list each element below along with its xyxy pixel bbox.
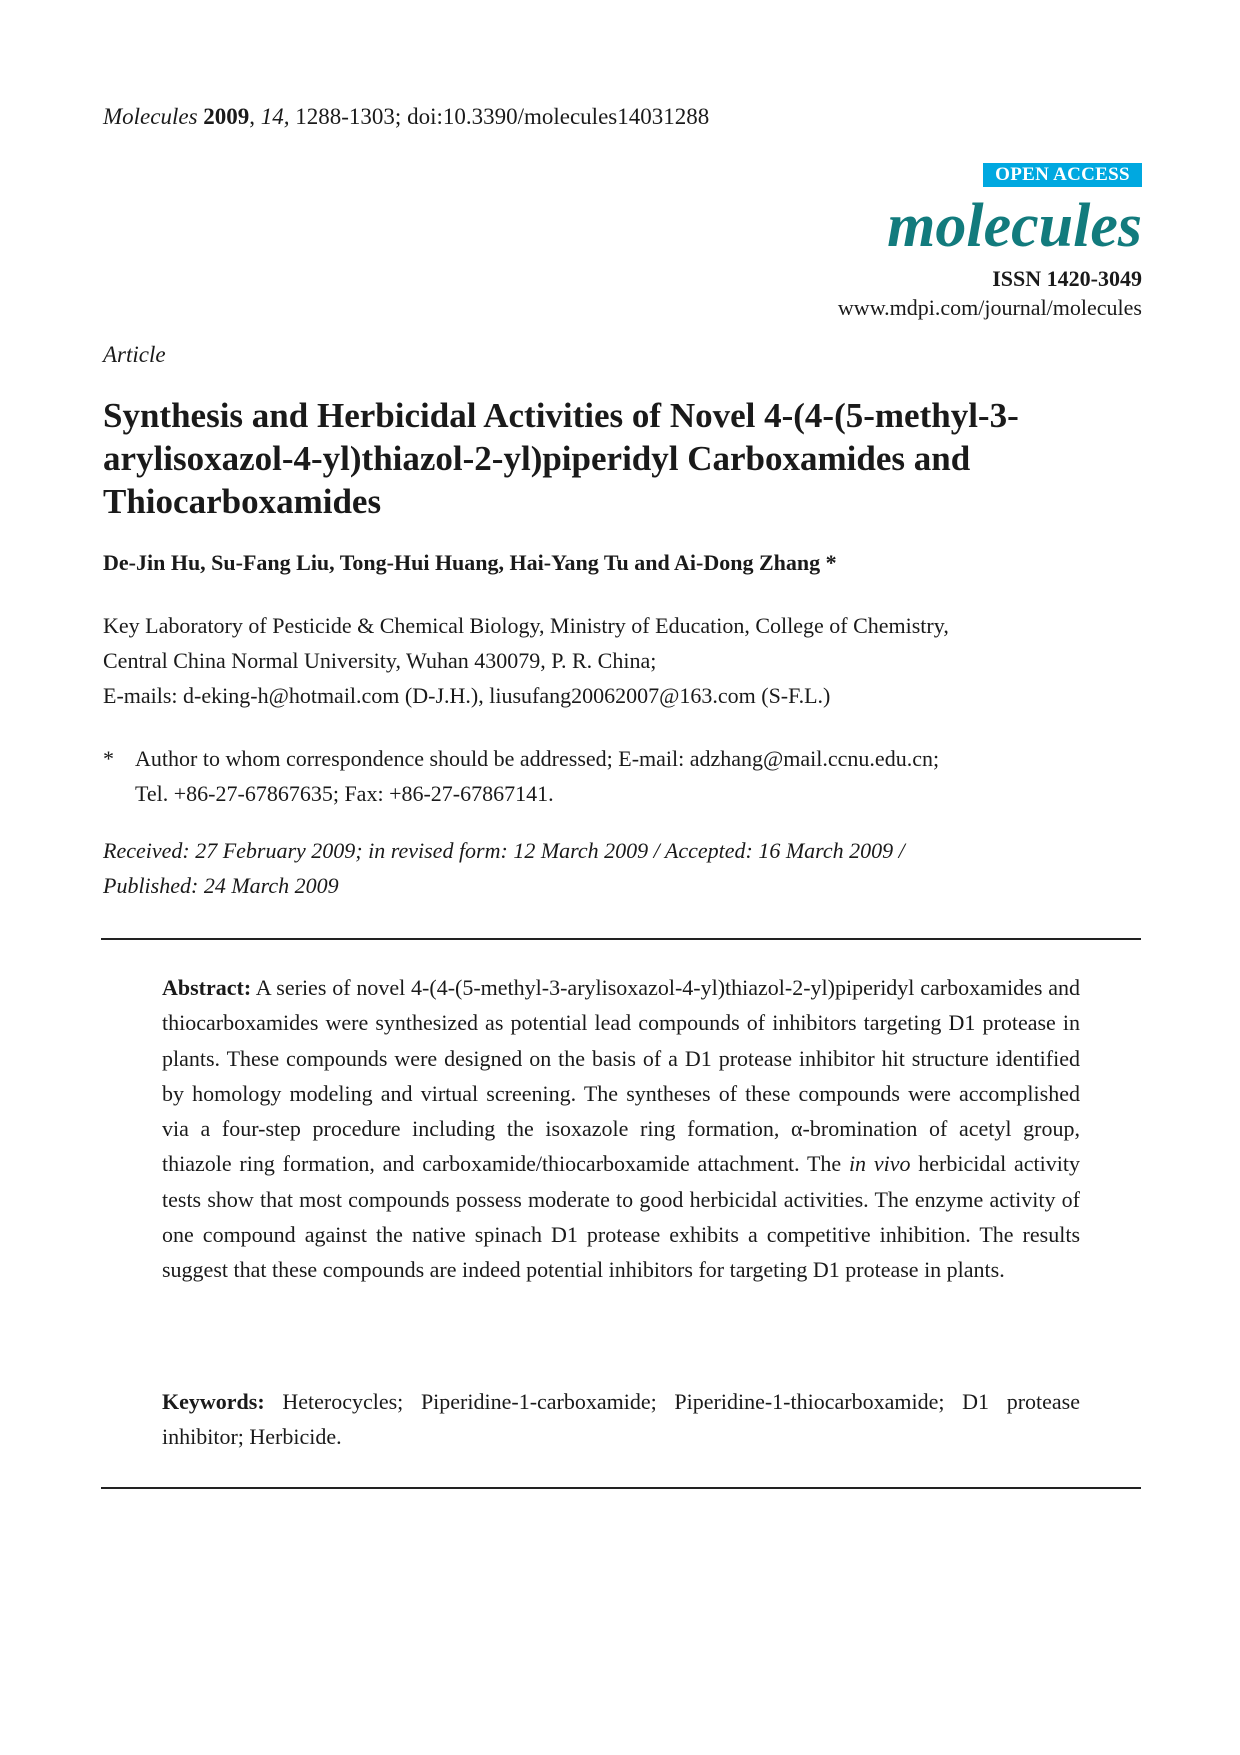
correspondence-note: [103, 741, 1143, 811]
abstract-italic: in vivo: [848, 1151, 911, 1177]
correspondence-marker: *: [103, 746, 114, 771]
paper-title: [103, 394, 1133, 523]
keywords-text: Heterocycles; Piperidine-1-carboxamide; Piperidine-1-thiocarboxamide; D1 protease inhibitor; Herbicide.: [162, 1389, 1080, 1449]
citation-year: 2009: [203, 104, 250, 129]
title-line: Thiocarboxamides: [103, 482, 382, 521]
dates-line: Received: 27 February 2009; in revised form: 12 March 2009 / Accepted: 16 March 2009 /: [103, 838, 905, 863]
keywords: [162, 1384, 1080, 1454]
journal-logo: molecules: [887, 192, 1142, 260]
dates-line: Published: 24 March 2009: [103, 873, 339, 898]
divider-bottom: [101, 1487, 1141, 1489]
citation-journal: Molecules: [103, 104, 198, 129]
author-emails: E-mails: d-eking-h@hotmail.com (D-J.H.), liusufang20062007@163.com (S-F.L.): [103, 683, 831, 708]
journal-url[interactable]: www.mdpi.com/journal/molecules: [837, 295, 1142, 320]
open-access-badge: OPEN ACCESS: [983, 163, 1142, 187]
citation-line: Molecules 2009, 14, 1288-1303; doi:10.3390/molecules14031288: [103, 104, 710, 129]
affiliation-line: Key Laboratory of Pesticide & Chemical Biology, Ministry of Education, College of Chemistry,: [103, 613, 949, 638]
abstract-label: Abstract:: [162, 975, 252, 1000]
article-type: Article: [103, 342, 166, 367]
abstract-text: herbicidal activity tests show that most compounds possess moderate to good herbicidal activities. The enzyme activity of one compound against the native spinach D1 protease exhibits a competitive inhibition. The results suggest that these compounds are indeed potential inhibitors for targeting D1 protease in plants.: [162, 1151, 1080, 1283]
publication-dates: [103, 833, 1143, 903]
title-line: arylisoxazol-4-yl)thiazol-2-yl)piperidyl Carboxamides and: [103, 439, 971, 478]
abstract-text: A series of novel 4-(4-(5-methyl-3-arylisoxazol-4-yl)thiazol-2-yl)piperidyl carboxamides and thiocarboxamides were synthesized as potential lead compounds of inhibitors targeting D1 protease in plants. These compounds were designed on the basis of a D1 protease inhibitor hit structure identified by homology modeling and virtual screening. The syntheses of these compounds were accomplished via a four-step procedure including the isoxazole ring formation, α-bromination of acetyl group, thiazole ring formation, and carboxamide/thiocarboxamide attachment. The: [162, 975, 1080, 1177]
authors: De-Jin Hu, Su-Fang Liu, Tong-Hui Huang, Hai-Yang Tu and Ai-Dong Zhang *: [103, 550, 837, 575]
issn: ISSN 1420-3049: [992, 266, 1142, 291]
affiliation-line: Central China Normal University, Wuhan 430079, P. R. China;: [103, 648, 657, 673]
keywords-label: Keywords:: [162, 1389, 265, 1414]
title-line: Synthesis and Herbicidal Activities of Novel 4-(4-(5-methyl-3-: [103, 396, 1019, 435]
divider-top: [101, 938, 1141, 940]
citation-pages-doi: 1288-1303; doi:10.3390/molecules14031288: [289, 104, 710, 129]
abstract: [162, 970, 1080, 1288]
citation-volume: 14,: [260, 104, 290, 129]
correspondence-line: Tel. +86-27-67867635; Fax: +86-27-67867141.: [135, 781, 554, 806]
affiliation: [103, 608, 1143, 713]
correspondence-line: Author to whom correspondence should be addressed; E-mail: adzhang@mail.ccnu.edu.cn;: [135, 746, 940, 771]
